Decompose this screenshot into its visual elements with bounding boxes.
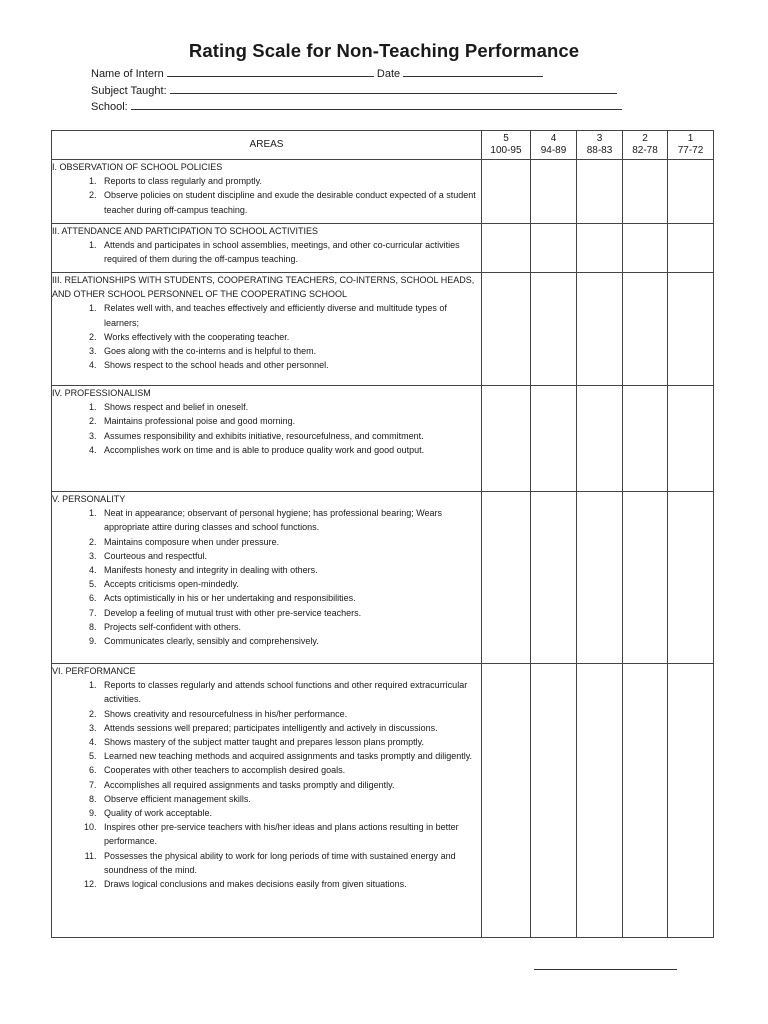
score-cell-5[interactable]	[482, 273, 531, 386]
item-list	[52, 400, 481, 457]
list-item: 1. Reports to class regularly and promptly.	[99, 174, 481, 188]
scale-range: 88-83	[586, 145, 613, 156]
scale-header-5	[482, 131, 531, 160]
list-item: 2. Works effectively with the cooperating teacher.	[99, 330, 481, 344]
item-list	[52, 174, 481, 217]
score-cell-5[interactable]	[482, 224, 531, 273]
score-cell-3[interactable]	[577, 160, 623, 224]
section-cell	[52, 492, 482, 664]
list-item: 8. Projects self-confident with others.	[99, 620, 481, 634]
list-item: 3. Assumes responsibility and exhibits initiative, resourcefulness, and commitment.	[99, 429, 481, 443]
list-item: 1. Neat in appearance; observant of personal hygiene; has professional bearing; Wears appropriate attire during classes and school functions.	[99, 506, 481, 534]
score-cell-4[interactable]	[531, 160, 577, 224]
scale-rating: 3	[596, 133, 603, 144]
section-title: I. OBSERVATION OF SCHOOL POLICIES	[52, 162, 223, 172]
school-row	[91, 99, 622, 114]
score-cell-2[interactable]	[623, 386, 668, 492]
list-item: 9. Communicates clearly, sensibly and comprehensively.	[99, 634, 481, 648]
list-item: 1. Reports to classes regularly and attends school functions and other required extracurricular activities.	[99, 678, 481, 706]
score-cell-5[interactable]	[482, 492, 531, 664]
score-cell-1[interactable]	[668, 273, 714, 386]
signature-line[interactable]	[534, 969, 677, 970]
document-title: Rating Scale for Non-Teaching Performance	[188, 40, 580, 61]
score-cell-3[interactable]	[577, 492, 623, 664]
section-row	[52, 664, 714, 938]
section-row	[52, 492, 714, 664]
date-label: Date	[376, 68, 401, 80]
section-cell	[52, 273, 482, 386]
list-item: 5. Accepts criticisms open-mindedly.	[99, 577, 481, 591]
score-cell-2[interactable]	[623, 224, 668, 273]
item-list	[52, 506, 481, 648]
list-item: 4. Shows mastery of the subject matter taught and prepares lesson plans promptly.	[99, 735, 481, 749]
areas-header: AREAS	[52, 131, 482, 160]
scale-range: 100-95	[490, 145, 522, 156]
scale-range: 82-78	[632, 145, 658, 156]
list-item: 1. Attends and participates in school assemblies, meetings, and other co-curricular activities required of them during the off-campus teaching.	[99, 238, 481, 266]
list-item: 2. Observe policies on student discipline and exude the desirable conduct expected of a student teacher during off-campus teaching.	[99, 188, 481, 216]
score-cell-3[interactable]	[577, 386, 623, 492]
list-item: 2. Shows creativity and resourcefulness in his/her performance.	[99, 707, 481, 721]
scale-rating: 4	[550, 133, 557, 144]
section-cell	[52, 160, 482, 224]
score-cell-3[interactable]	[577, 664, 623, 938]
header-row	[52, 131, 714, 160]
score-cell-1[interactable]	[668, 664, 714, 938]
list-item: 8. Observe efficient management skills.	[99, 792, 481, 806]
score-cell-4[interactable]	[531, 664, 577, 938]
list-item: 1. Shows respect and belief in oneself.	[99, 400, 481, 414]
scale-range: 94-89	[540, 145, 567, 156]
score-cell-2[interactable]	[623, 160, 668, 224]
score-cell-4[interactable]	[531, 386, 577, 492]
section-row	[52, 160, 714, 224]
rating-table	[51, 130, 714, 938]
list-item: 3. Courteous and respectful.	[99, 549, 481, 563]
score-cell-4[interactable]	[531, 492, 577, 664]
list-item: 2. Maintains professional poise and good morning.	[99, 414, 481, 428]
list-item: 2. Maintains composure when under pressure.	[99, 535, 481, 549]
score-cell-1[interactable]	[668, 224, 714, 273]
score-cell-2[interactable]	[623, 492, 668, 664]
intern-name-line[interactable]	[167, 66, 374, 77]
school-label: School:	[91, 101, 128, 113]
item-list	[52, 678, 481, 891]
school-line[interactable]	[131, 99, 622, 110]
score-cell-1[interactable]	[668, 492, 714, 664]
list-item: 7. Develop a feeling of mutual trust with other pre-service teachers.	[99, 606, 481, 620]
score-cell-4[interactable]	[531, 224, 577, 273]
subject-label: Subject Taught:	[91, 85, 167, 97]
item-list	[52, 238, 481, 266]
list-item: 5. Learned new teaching methods and acquired assignments and tasks promptly and diligently.	[99, 749, 481, 763]
score-cell-1[interactable]	[668, 160, 714, 224]
section-title: III. RELATIONSHIPS WITH STUDENTS, COOPERATING TEACHERS, CO-INTERNS, SCHOOL HEADS, AND OTHER SCHOOL PERSONNEL OF THE COOPERATING SCHOOL	[52, 275, 475, 300]
list-item: 12. Draws logical conclusions and makes decisions easily from given situations.	[99, 877, 481, 891]
scale-header-3	[577, 131, 623, 160]
intern-label: Name of Intern	[91, 68, 164, 80]
section-cell	[52, 224, 482, 273]
list-item: 7. Accomplishes all required assignments and tasks promptly and diligently.	[99, 778, 481, 792]
score-cell-1[interactable]	[668, 386, 714, 492]
scale-header-1	[668, 131, 714, 160]
list-item: 3. Attends sessions well prepared; participates intelligently and actively in discussions.	[99, 721, 481, 735]
section-title: II. ATTENDANCE AND PARTICIPATION TO SCHOOL ACTIVITIES	[52, 226, 319, 236]
section-title: V. PERSONALITY	[52, 494, 126, 504]
score-cell-5[interactable]	[482, 386, 531, 492]
section-row	[52, 273, 714, 386]
list-item: 9. Quality of work acceptable.	[99, 806, 481, 820]
section-row	[52, 386, 714, 492]
scale-rating: 1	[687, 133, 694, 144]
section-title: VI. PERFORMANCE	[52, 666, 136, 676]
score-cell-2[interactable]	[623, 273, 668, 386]
score-cell-4[interactable]	[531, 273, 577, 386]
subject-line[interactable]	[170, 83, 617, 94]
scale-header-4	[531, 131, 577, 160]
score-cell-3[interactable]	[577, 224, 623, 273]
list-item: 4. Manifests honesty and integrity in dealing with others.	[99, 563, 481, 577]
date-line[interactable]	[403, 66, 543, 77]
score-cell-3[interactable]	[577, 273, 623, 386]
list-item: 3. Goes along with the co-interns and is helpful to them.	[99, 344, 481, 358]
list-item: 11. Possesses the physical ability to work for long periods of time with sustained energy and soundness of the mind.	[99, 849, 481, 877]
scale-range: 77-72	[677, 145, 704, 156]
subject-row	[91, 83, 617, 98]
list-item: 4. Accomplishes work on time and is able to produce quality work and good output.	[99, 443, 481, 457]
list-item: 10. Inspires other pre-service teachers with his/her ideas and plans actions resulting in better performance.	[99, 820, 481, 848]
list-item: 6. Cooperates with other teachers to accomplish desired goals.	[99, 763, 481, 777]
list-item: 1. Relates well with, and teaches effectively and efficiently diverse and multitude types of learners;	[99, 301, 481, 329]
scale-header-2	[623, 131, 668, 160]
intern-date-row	[91, 66, 543, 81]
score-cell-5[interactable]	[482, 664, 531, 938]
score-cell-5[interactable]	[482, 160, 531, 224]
section-row	[52, 224, 714, 273]
section-cell	[52, 664, 482, 938]
list-item: 4. Shows respect to the school heads and other personnel.	[99, 358, 481, 372]
section-title: IV. PROFESSIONALISM	[52, 388, 151, 398]
item-list	[52, 301, 481, 372]
section-cell	[52, 386, 482, 492]
scale-rating: 2	[642, 133, 648, 144]
score-cell-2[interactable]	[623, 664, 668, 938]
scale-rating: 5	[503, 133, 509, 144]
list-item: 6. Acts optimistically in his or her undertaking and responsibilities.	[99, 591, 481, 605]
